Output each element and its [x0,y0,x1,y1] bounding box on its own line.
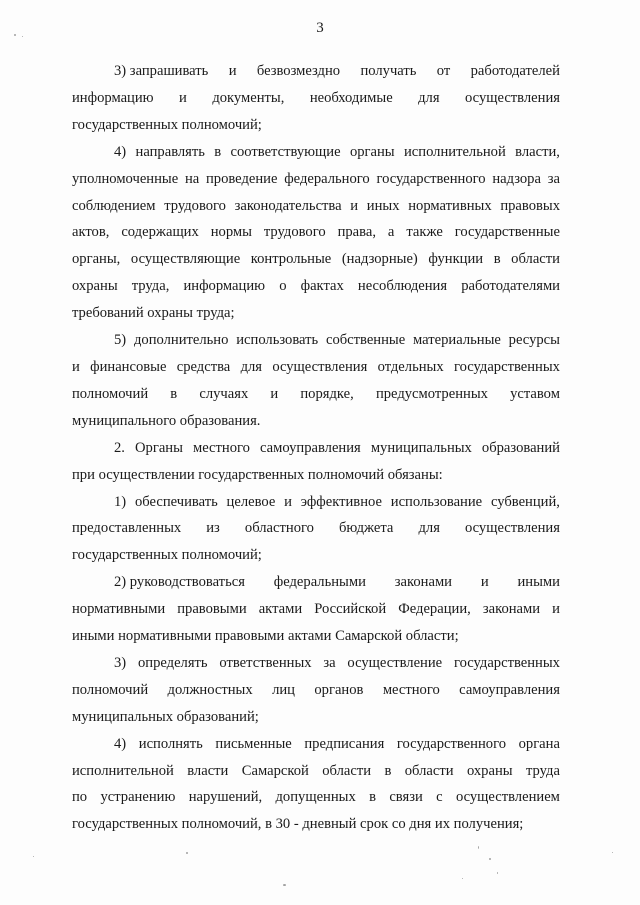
word: нормативных [408,197,492,214]
text-line [72,166,560,193]
text-line [72,569,560,596]
word: 3) [114,654,127,671]
text-line: требований охраны труда; [72,305,235,322]
word: и [552,601,560,618]
word: иных [366,197,400,214]
word: труда [525,762,560,779]
word: и [270,385,279,402]
page-number: 3 [316,20,324,36]
text-line [72,273,560,300]
word: законодательства [234,197,342,214]
word: 4) [114,143,127,160]
word: фактах [300,278,344,295]
scan-speck [14,34,16,36]
word: государственных [453,654,560,671]
word: для [240,358,262,375]
word: государственных [453,358,560,375]
word: порядке, [300,385,354,402]
paragraph [72,489,560,570]
scan-speck [283,884,286,886]
word: нормативными [72,601,166,618]
word: и [480,574,489,591]
text-line [72,219,560,246]
word: органы [349,143,395,160]
word: образований [481,439,560,456]
paragraph [72,139,560,327]
word: охраны [72,278,118,295]
word: средства [176,358,231,375]
text-line [72,758,560,785]
word: в [493,251,501,268]
paragraph [72,58,560,139]
word: осуществление [347,654,443,671]
word: трудового [164,197,226,214]
word: и [284,493,292,510]
word: использование [390,493,483,510]
scan-speck [497,872,498,874]
word: случаях [199,385,249,402]
word: для [418,520,440,537]
word: осуществлением [455,789,560,806]
word: и [228,63,237,79]
word: уставом [510,385,560,402]
scan-speck [462,878,463,879]
word: работодателей [470,63,560,79]
text-line: муниципальных образований; [72,708,259,725]
word: муниципальных [370,439,472,456]
word: надзора [492,170,541,187]
word: из [206,520,220,537]
word: устранению [100,789,176,806]
word: функции [428,251,484,268]
word: материальные [413,332,501,349]
text-line [72,677,560,704]
word: охраны [466,762,513,779]
word: субвенций, [490,493,560,510]
word: контрольные [250,251,332,268]
word: по [72,789,88,806]
text-line: муниципального образования. [72,412,261,429]
word: собственные [325,332,406,349]
word: местного [192,439,250,456]
word: и [72,358,80,375]
text-line [72,193,560,220]
scan-speck [478,846,479,849]
word: исполнять [138,735,203,752]
word: предусмотренных [375,385,488,402]
word: в [369,789,376,806]
word: финансовые [90,358,167,375]
word: проведение [205,170,278,187]
word: на [184,170,200,187]
word: государственные [454,224,560,241]
word: правовых [500,197,560,214]
text-line [72,58,560,85]
word: правовыми [177,601,247,618]
word: бюджета [338,520,394,537]
word: получать [360,63,417,79]
word: самоуправления [459,681,560,698]
scan-speck [612,852,613,853]
word: за [323,654,336,671]
word: государственного [396,735,506,752]
word: самоуправления [259,439,361,456]
word: законами [482,601,541,618]
word: 1) [114,493,127,510]
word: за [547,170,560,187]
word: уполномоченные [72,170,179,187]
text-line: иными нормативными правовыми актами Самарской области; [72,628,459,645]
word: 2. [114,439,125,456]
word: использовать [236,332,319,349]
word: о [279,278,287,295]
word: информацию [72,89,154,106]
word: полномочий [72,681,149,698]
scan-speck [33,856,34,857]
word: Органы [135,439,183,456]
scan-speck [186,852,188,854]
word: 2) руководствоваться [114,574,245,591]
word: в [384,762,392,779]
word: допущенных [275,789,356,806]
word: законами [394,574,452,591]
word: местного [382,681,440,698]
text-line: при осуществлении государственных полномочий обязаны: [72,466,443,483]
word: органов [314,681,364,698]
word: органы, [72,251,121,268]
paragraph [72,327,560,435]
word: области [404,762,454,779]
word: труда, [131,278,170,295]
text-line [72,354,560,381]
word: исполнительной [403,143,506,160]
word: права, [337,224,376,241]
text-line [72,381,560,408]
word: и [179,89,187,106]
text-line: государственных полномочий; [72,547,262,564]
word: обеспечивать [134,493,218,510]
word: и [350,197,359,214]
text-line: государственных полномочий; [72,116,262,133]
word: нормы [210,224,252,241]
word: нарушений, [188,789,263,806]
word: власти [187,762,229,779]
word: области [322,762,372,779]
scan-speck [489,858,491,860]
word: определять [137,654,208,671]
text-line [72,650,560,677]
word: актами [258,601,303,618]
word: осуществляющие [130,251,241,268]
text-line [72,784,560,811]
word: осуществления [272,358,368,375]
word: эффективное [300,493,382,510]
word: федерального [284,170,370,187]
word: предписания [304,735,385,752]
word: а [387,224,395,241]
word: направлять [135,143,205,160]
word: Самарской [241,762,309,779]
word: власти, [515,143,560,160]
word: областного [244,520,314,537]
word: связи [389,789,423,806]
text-line [72,139,560,166]
word: содержащих [121,224,199,241]
word: с [436,789,443,806]
word: должностных [167,681,253,698]
word: информацию [183,278,266,295]
word: лиц [272,681,295,698]
word: дополнительно [133,332,229,349]
word: области [511,251,560,268]
word: иными [517,574,560,591]
word: также [406,224,443,241]
word: от [436,63,451,79]
word: полномочий [72,385,149,402]
text-line [72,596,560,623]
document-body [72,58,560,838]
word: необходимые [309,89,393,106]
word: осуществления [464,520,560,537]
word: документы, [212,89,285,106]
paragraph [72,435,560,489]
word: целевое [226,493,276,510]
text-line: государственных полномочий, в 30 - дневный срок со дня их получения; [72,816,524,833]
word: Российской [314,601,387,618]
word: органа [518,735,560,752]
text-line [72,246,560,273]
word: трудового [263,224,326,241]
word: соблюдением [72,197,156,214]
word: актов, [72,224,110,241]
text-line [72,515,560,542]
text-line [72,85,560,112]
word: 3) запрашивать [114,63,209,79]
word: 4) [114,735,127,752]
text-line [72,435,560,462]
word: исполнительной [72,762,174,779]
word: отдельных [377,358,444,375]
word: ответственных [219,654,312,671]
word: соответствующие [230,143,341,160]
word: в [170,385,178,402]
word: в [214,143,222,160]
paragraph [72,650,560,731]
text-line [72,731,560,758]
word: безвозмездно [256,63,341,79]
text-line [72,489,560,516]
word: предоставленных [72,520,182,537]
word: несоблюдения [357,278,448,295]
word: Федерации, [398,601,471,618]
word: ресурсы [508,332,560,349]
word: государственного [376,170,486,187]
word: письменные [215,735,292,752]
paragraph [72,569,560,650]
word: (надзорные) [341,251,418,268]
text-line [72,327,560,354]
word: федеральными [273,574,366,591]
word: для [418,89,440,106]
scan-speck [22,36,23,37]
paragraph [72,731,560,839]
word: осуществления [465,89,560,106]
word: работодателями [461,278,560,295]
word: 5) [114,332,127,349]
